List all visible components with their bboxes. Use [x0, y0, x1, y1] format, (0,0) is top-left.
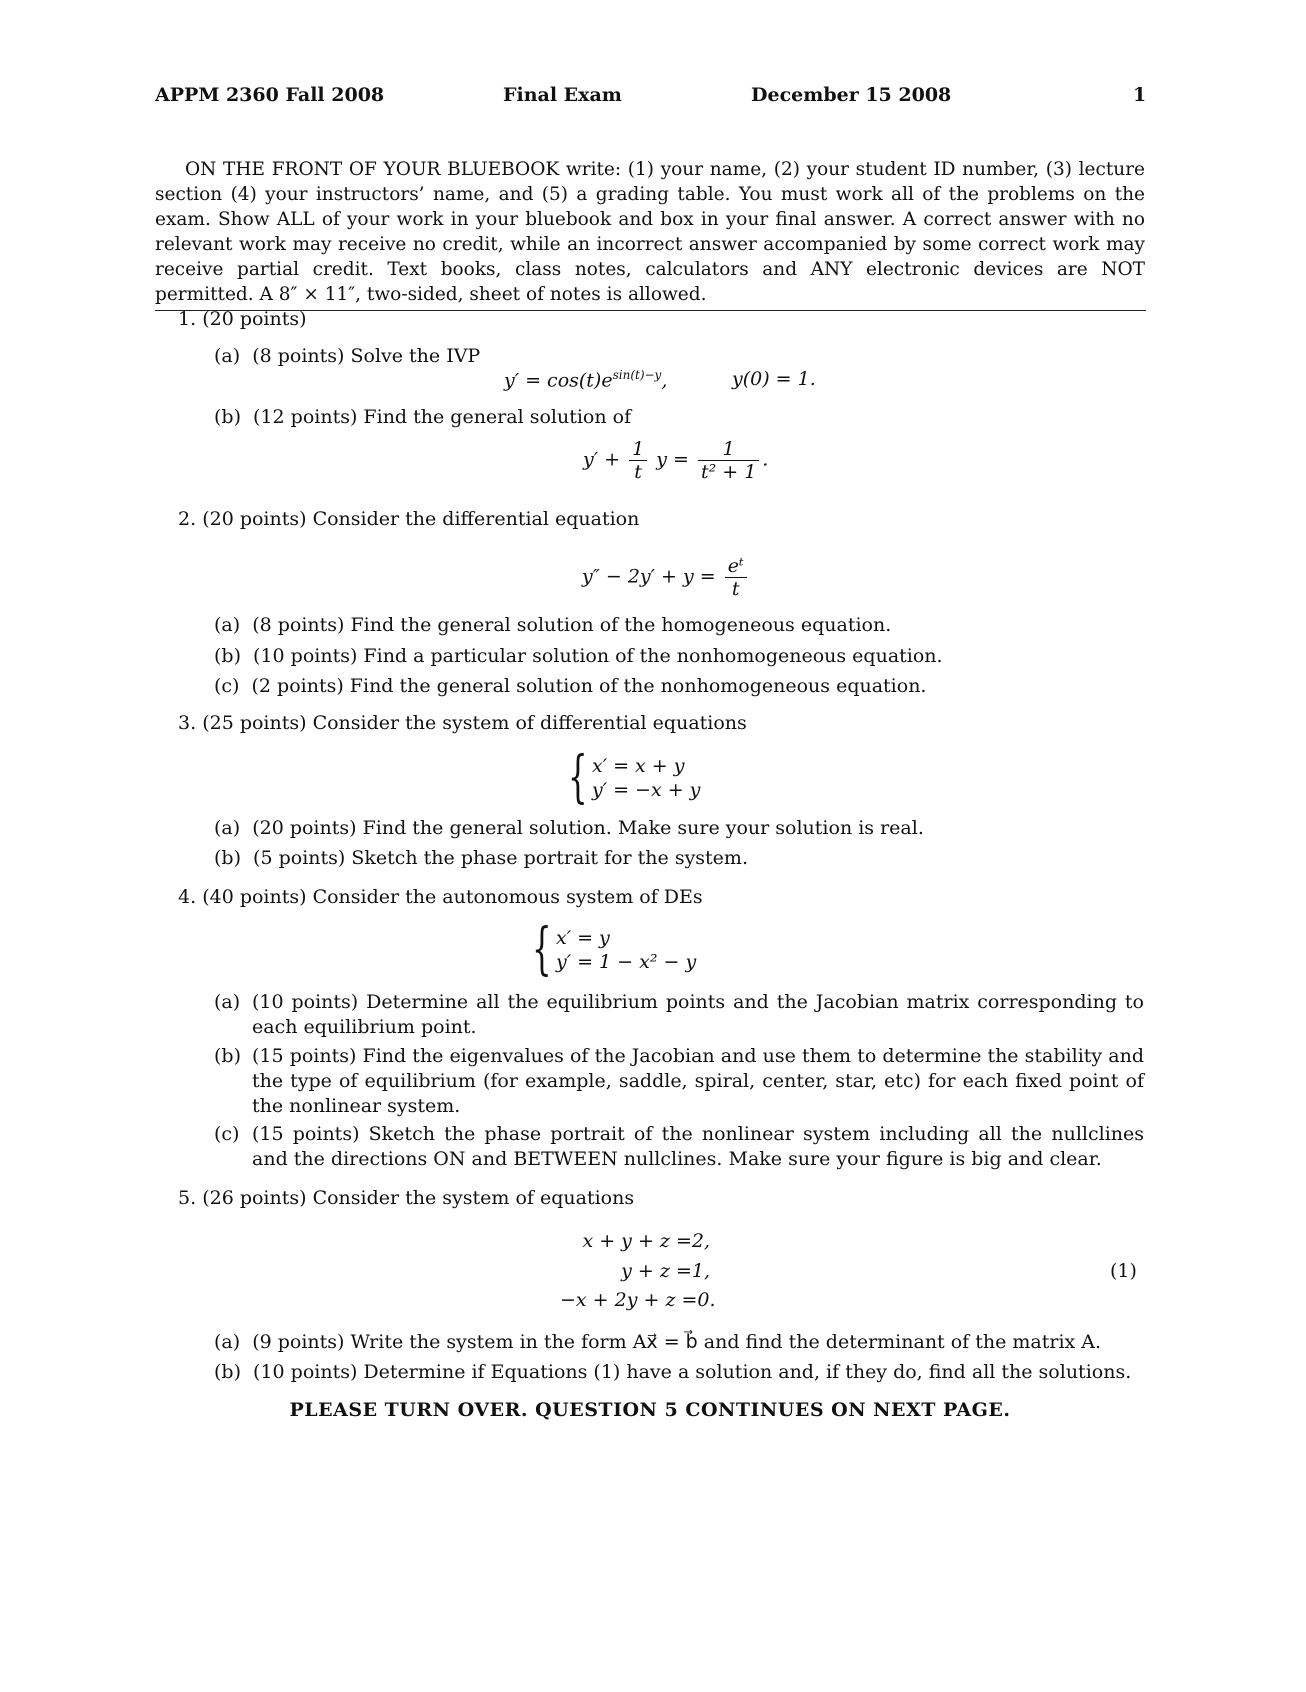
q5b-label: (b) [214, 1361, 241, 1383]
q2-eq-num: eᵗ [725, 555, 747, 578]
q1a-initial-condition: y(0) = 1. [732, 368, 816, 390]
q5-eq-tag: (1) [1110, 1260, 1137, 1282]
q4-brace: { [532, 917, 552, 982]
q2-text: (20 points) Consider the differential equation [202, 508, 640, 530]
q2c [214, 675, 926, 697]
q5a [214, 1331, 1101, 1353]
q2b [214, 645, 943, 667]
q1-text: (20 points) [202, 308, 307, 330]
q1a-text: (8 points) Solve the IVP [252, 345, 481, 367]
q5-eq2: y + z =1, [621, 1260, 710, 1282]
q3b [214, 847, 748, 869]
q3-eq2: y′ = −x + y [592, 779, 701, 801]
q1b-label: (b) [214, 406, 241, 428]
q1b [214, 406, 631, 428]
q4-eq2: y′ = 1 − x² − y [556, 951, 697, 973]
exam-date: December 15 2008 [751, 84, 952, 106]
q5b-text: (10 points) Determine if Equations (1) have a solution and, if they do, find all the solutions. [253, 1361, 1132, 1383]
q1a-equation [504, 368, 667, 391]
q2-equation [582, 555, 750, 600]
q2a [214, 614, 891, 636]
q2b-label: (b) [214, 645, 241, 667]
exam-title: Final Exam [503, 84, 622, 106]
q4c [214, 1122, 1144, 1172]
q5a-label: (a) [214, 1331, 241, 1353]
q3-text: (25 points) Consider the system of differential equations [202, 712, 747, 734]
q1a-label: (a) [214, 345, 241, 367]
q3-brace: { [568, 745, 588, 810]
q2c-text: (2 points) Find the general solution of the nonhomogeneous equation. [251, 675, 927, 697]
continue-notice: PLEASE TURN OVER. QUESTION 5 CONTINUES ON NEXT PAGE. [289, 1399, 1011, 1421]
q1a-eq-exp: sin(t)−y [612, 368, 662, 382]
q4a [214, 990, 1144, 1040]
q5-heading [178, 1187, 634, 1209]
q2b-text: (10 points) Find a particular solution of the nonhomogeneous equation. [253, 645, 943, 667]
q1a-eq-lhs: y′ = cos(t)e [504, 369, 613, 392]
q5-eq1: x + y + z =2, [582, 1230, 710, 1252]
q1b-frac1-num: 1 [629, 438, 647, 461]
q4-text: (40 points) Consider the autonomous system of DEs [202, 886, 703, 908]
q4a-text: (10 points) Determine all the equilibrium points and the Jacobian matrix corresponding to each equilibrium point. [252, 991, 1144, 1038]
course-title: APPM 2360 Fall 2008 [155, 84, 385, 106]
q1b-eq-mid: y = [656, 448, 689, 471]
q1b-eq-end: . [762, 448, 769, 471]
q1b-eq-lhs: y′ + [583, 448, 621, 471]
q4b-text: (15 points) Find the eigenvalues of the Jacobian and use them to determine the stability and the type of equilibrium (for example, saddle, spiral, center, star, etc) for each fixed point of the nonlinear system. [252, 1045, 1144, 1117]
q5-eq3: −x + 2y + z =0. [560, 1289, 716, 1311]
q2a-text: (8 points) Find the general solution of the homogeneous equation. [252, 614, 892, 636]
q2a-label: (a) [214, 614, 241, 636]
q1b-frac1 [629, 438, 647, 483]
q5a-text: (9 points) Write the system in the form Ax⃗ = b⃗ and find the determinant of the matrix A. [252, 1331, 1102, 1353]
q4a-label: (a) [214, 991, 241, 1013]
q2c-label: (c) [214, 675, 240, 697]
instructions [155, 157, 1145, 307]
q3b-text: (5 points) Sketch the phase portrait for the system. [253, 847, 748, 869]
q5b [214, 1361, 1131, 1383]
q2-eq-lhs: y″ − 2y′ + y = [582, 565, 716, 588]
q1b-frac1-den: t [634, 461, 642, 483]
q4b [214, 1044, 1144, 1119]
q3b-label: (b) [214, 847, 241, 869]
q4-eq1: x′ = y [556, 927, 610, 949]
q1b-frac2 [698, 438, 759, 483]
q1b-equation [583, 438, 768, 483]
q2-eq-frac [725, 555, 747, 600]
page-header [155, 84, 1145, 108]
q3-eq1: x′ = x + y [592, 755, 685, 777]
q5-number: 5. [178, 1187, 197, 1209]
q4b-label: (b) [214, 1045, 241, 1067]
q1b-frac2-den: t² + 1 [700, 461, 757, 483]
q1a-eq-comma: , [661, 369, 668, 392]
q3a-label: (a) [214, 817, 241, 839]
instructions-text: ON THE FRONT OF YOUR BLUEBOOK write: (1) your name, (2) your student ID number, (3) lecture section (4) your instructors’ name, and (5) a grading table. You must work all of the problems on the exam. Show ALL of your work in your bluebook and box in your final answer. A correct answer with no relevant work may receive no credit, while an incorrect answer accompanied by some correct work may receive partial credit. Text books, class notes, calculators and ANY electronic devices are NOT permitted. A 8″ × 11″, two-sided, sheet of notes is allowed. [155, 159, 1145, 305]
q1-number: 1. [178, 308, 197, 330]
q4c-text: (15 points) Sketch the phase portrait of the nonlinear system including all the nullclines and the directions ON and BETWEEN nullclines. Make sure your figure is big and clear. [252, 1123, 1144, 1170]
q3a [214, 817, 924, 839]
q4c-label: (c) [214, 1123, 240, 1145]
q3-number: 3. [178, 712, 197, 734]
q3a-text: (20 points) Find the general solution. Make sure your solution is real. [252, 817, 924, 839]
q5-text: (26 points) Consider the system of equations [202, 1187, 635, 1209]
q1b-text: (12 points) Find the general solution of [253, 406, 632, 428]
q4-number: 4. [178, 886, 197, 908]
q1a [214, 345, 480, 367]
q2-heading [178, 508, 639, 530]
q1b-frac2-num: 1 [698, 438, 759, 461]
q2-number: 2. [178, 508, 197, 530]
q4-heading [178, 886, 703, 908]
page-number: 1 [1133, 84, 1147, 106]
q3-heading [178, 712, 747, 734]
q1-heading [178, 308, 307, 330]
q2-eq-den: t [731, 578, 740, 600]
